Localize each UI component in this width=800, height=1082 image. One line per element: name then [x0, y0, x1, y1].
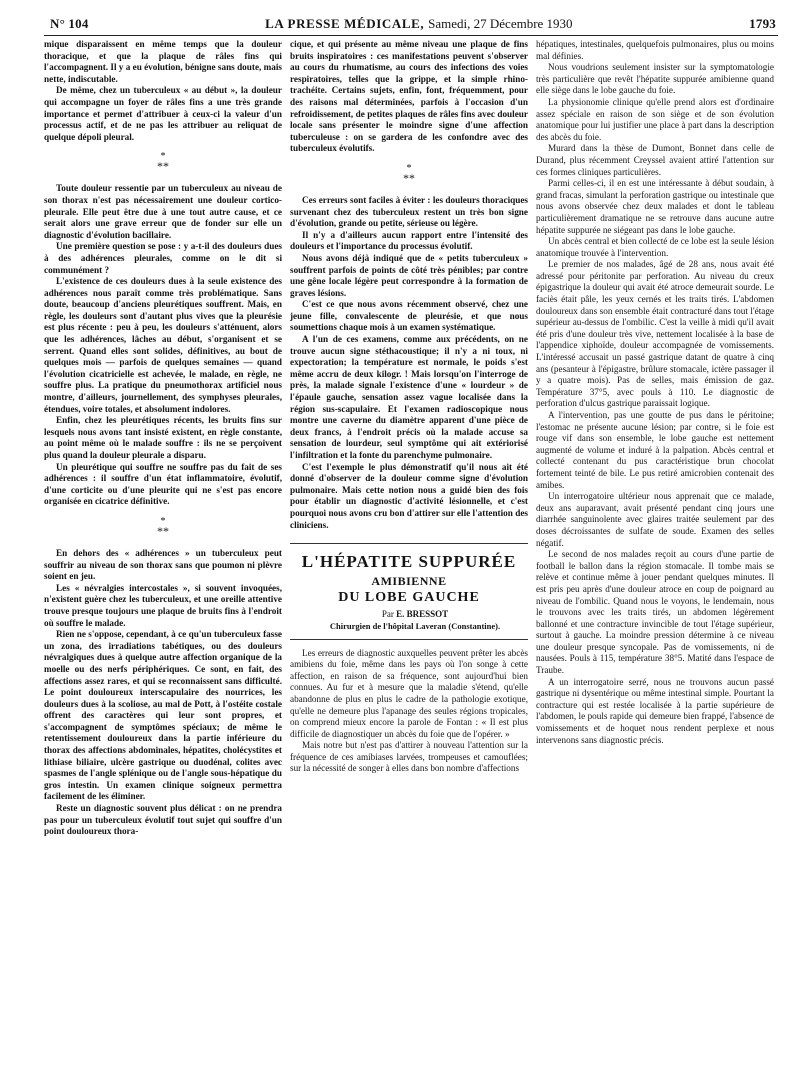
article-title: L'HÉPATITE SUPPURÉE	[301, 552, 517, 572]
paragraph: De même, chez un tuberculeux « au début », la douleur qui accompagne un foyer de râles fins a une très grande importance et permet d'attribuer à ceux-ci la valeur d'un processus actif, et de ne pas les attribuer au reliquat de quelque dépoli pleural.	[44, 85, 282, 142]
issue-date: Samedi, 27 Décembre 1930	[428, 16, 573, 31]
paragraph: Nous avons déjà indiqué que de « petits tuberculeux » souffrent parfois de points de côté très pénibles; par contre une gêne locale légère peut correspondre à la formation de graves lésions.	[290, 252, 528, 298]
paragraph: Nous voudrions seulement insister sur la symptomatologie très particulière que revêt l'hépatite suppurée amibienne quand elle siège dans le lobe gauche du foie.	[536, 62, 774, 96]
paragraph: hépatiques, intestinales, quelquefois pulmonaires, plus ou moins mal définies.	[536, 39, 774, 61]
paragraph: A un interrogatoire serré, nous ne trouvons aucun passé gastrique ni dysentérique ou même intestinal simple. Pourtant la contracture qui est restée localisée à la partie supérieure de l'abdomen, le pouls rapide qui demeure bien frappé, l'absence de vomissements et de hoquet nous rendent perplexe et nous intervenons sans diagnostic précis.	[536, 676, 774, 745]
article-heading	[290, 543, 528, 639]
paragraph: A l'intervention, pas une goutte de pus dans le péritoine; l'estomac ne présente aucune lésion; par contre, si le foie est rouge vif dans son ensemble, le lobe gauche est nettement augmenté de volume et induré à la palpation. Abcès central et collecté contenant du pus caractéristique brun chocolat fortement teinté de bile. Le pus retiré amicrobien contenait des amibes.	[536, 410, 774, 490]
paragraph: Les erreurs de diagnostic auxquelles peuvent prêter les abcès amibiens du foie, même dans les pays où l'on songe à cette affection, en raison de sa fréquence, sont aujourd'hui bien connues. Au fur et à mesure que la maladie s'étend, qu'elle abandonne de plus en plus le cadre de la pathologie exotique, qu'elle ne demeure plus l'apanage des seules régions tropicales, on comprend mieux encore la parole de Fontan : « Il est plus difficile de diagnostiquer un abcès du foie que de l'opérer. »	[290, 647, 528, 739]
column-right	[536, 39, 774, 838]
columns	[44, 39, 778, 838]
paragraph: Enfin, chez les pleurétiques récents, les bruits fins sur lesquels nous avons tant insisté existent, en règle constante, au point même où le malade souffre : ils ne se perçoivent plus quand la douleur pleurale a disparu.	[44, 415, 282, 460]
author-name: E. BRESSOT	[396, 609, 449, 620]
paragraph: cique, et qui présente au même niveau une plaque de fins bruits inspiratoires : ces manifestations peuvent s'observer au cours du rhumatisme, au cours des infections des voies respiratoires, telles que la grippe, et la simple rhino-trachéite. Certains sujets, enfin, font, fréquemment, pour des raisons mal déterminées, parfois à l'occasion d'un refroidissement, de petites plaques de râles fins avec douleur locale sans présenter le moindre signe d'une affection tuberculeuse : on se gardera de les confondre avec des tuberculeux évolutifs.	[290, 39, 528, 154]
paragraph: Murard dans la thèse de Dumont, Bonnet dans celle de Durand, plus récemment Creyssel avaient attiré l'attention sur ces formes cliniques particulières.	[536, 143, 774, 177]
paragraph: La physionomie clinique qu'elle prend alors est d'ordinaire assez spéciale en raison de son siège et de son évolution anatomique pour lui justifier une place à part dans la description des abcès du foie.	[536, 96, 774, 142]
author-prefix: Par	[381, 609, 394, 620]
section-separator: * **	[157, 515, 169, 538]
paragraph: Il n'y a d'ailleurs aucun rapport entre l'intensité des douleurs et l'importance du processus évolutif.	[290, 229, 528, 252]
column-middle	[290, 39, 528, 838]
article-author	[290, 609, 528, 621]
column-left	[44, 39, 282, 838]
author-affiliation: Chirurgien de l'hôpital Laveran (Constantine).	[329, 620, 501, 631]
paragraph: Un pleurétique qui souffre ne souffre pas du fait de ses adhérences : il souffre d'un état inflammatoire, évolutif, d'une corticite ou d'une pleurite qui ne s'est pas encore organisée en cicatrice définitive.	[44, 461, 282, 507]
paragraph: C'est l'exemple le plus démonstratif qu'il nous ait été donné d'observer de la douleur comme signe d'évolution pulmonaire. Mais cette notion nous a guidé bien des fois pour établir un diagnostic d'activité lésionnelle, et c'est pourquoi nous avons cru bon d'attirer sur elle l'attention des cliniciens.	[290, 461, 528, 530]
paragraph: C'est ce que nous avons récemment observé, chez une jeune fille, convalescente de pleurésie, et que nous soumettions chaque mois à un examen systématique.	[290, 299, 528, 333]
paragraph: Les « névralgies intercostales », si souvent invoquées, n'existent guère chez les tuberculeux, et une oreille attentive trouve presque toujours une plaque de bruits fins à l'endroit où souffre le malade.	[44, 582, 282, 628]
paragraph: Parmi celles-ci, il en est une intéressante à début soudain, à grand fracas, simulant la perforation gastrique ou intestinale que nous avons observée chez deux malades et dont le tableau particulièrement dramatique ne se retrouve dans aucune autre hépatite suppurée ne siégeant pas dans le lobe gauche.	[536, 178, 774, 235]
paragraph: A l'un de ces examens, comme aux précédents, on ne trouve aucun signe stéthacoustique; il n'y a ni toux, ni expectoration; la température est normale, le poids s'est même accru de deux kilogr. ! Mais lorsqu'on l'interroge de près, la malade signale l'existence d'une « lourdeur » de l'épaule gauche, sensation assez vague localisée dans la région sus-scapulaire. Et l'examen radioscopique nous montre une caverne du diamètre apparent d'une pièce de deux francs, à l'endroit précis où la malade accuse sa sensation de lourdeur, seul symptôme qui ait extériorisé l'infiltration et la fonte du parenchyme pulmonaire.	[290, 334, 528, 460]
paragraph: Ces erreurs sont faciles à éviter : les douleurs thoraciques survenant chez des tuberculeux restent un très bon signe d'évolution, grande ou petite, sérieuse ou légère.	[290, 194, 528, 229]
paragraph: Un abcès central et bien collecté de ce lobe est la seule lésion anatomique trouvée à l'intervention.	[536, 236, 774, 258]
paragraph: Le premier de nos malades, âgé de 28 ans, nous avait été adressé pour péritonite par perforation. Au niveau du creux épigastrique la douleur qui avait été atroce demeurait sourde. Le faciès était pâle, les yeux cernés et les traits tirés. L'abdomen douloureux dans son ensemble était contracturé dans tout l'étage supérieur au-dessus de l'ombilic. C'est la veille à midi qu'il avait été pris d'une douleur très vive, nettement localisée à la base de l'appendice xiphoïde, douleur accompagnée de vomissements. L'intéressé accusait un passé gastrique datant de quatre à cinq ans (pesanteur à l'épigastre, brûlure stomacale, ictère passager il y a quatre mois). Pas de selles, mais émission de gaz. Température 37°5, avec pouls à 110. Le diagnostic de perforation d'ulcus gastrique paraissait logique.	[536, 259, 774, 409]
page-number: 1793	[749, 16, 776, 31]
paragraph: Rien ne s'oppose, cependant, à ce qu'un tuberculeux fasse un zona, des irradiations tabétiques, ou des douleurs névralgiques dues à quelque autre affection organique de la moelle ou des nerfs périphériques. Ce sont, en fait, des affections assez rares, et qui se reconnaissent sans difficulté. Le point douloureux interscapulaire des nourrices, les douleurs dues à la scoliose, au mal de Pott, à l'ostéite costale offrent des caractères qui leur sont propres, et s'accompagnent de symptômes spéciaux; de même le retentissement douloureux dans la partie inférieure du thorax des affections abdominales, hépatites, cholécystites et lithiase biliaire, ulcère gastrique ou duodénal, colites avec spasmes de l'angle splénique ou de l'angle sous-hépatique du gros intestin. Un examen clinique soigneux permettra facilement de les éliminer.	[44, 629, 282, 802]
paragraph: L'existence de ces douleurs dues à la seule existence des adhérences nous paraît comme très problématique. Sans doute, beaucoup d'anciens pleurétiques souffrent. Mais, en règle, les douleurs sont d'autant plus vives que la pleurésie est plus récente : peu à peu, les douleurs s'atténuent, alors que les adhérences, lâches au début, s'organisent et se serrent. Quand elles sont solides, définitives, au bout de quelques mois — parfois de quelques semaines — quand l'évolution cicatricielle est achevée, le malade, en règle, ne souffre plus. La pratique du pneumothorax artificiel nous montre, d'ailleurs, journellement, des symphyses pleurales, étendues, voire totales, et absolument indolores.	[44, 276, 282, 414]
section-separator: * **	[157, 151, 169, 174]
article-subtitle: AMIBIENNE	[371, 574, 447, 589]
section-separator: * **	[403, 162, 415, 185]
paragraph: Reste un diagnostic souvent plus délicat : on ne prendra pas pour un tuberculeux évolutif tout sujet qui souffre d'un point douloureux thora-	[44, 803, 282, 837]
journal-title	[265, 16, 572, 32]
issue-number: N° 104	[50, 16, 89, 31]
page-header	[44, 16, 778, 36]
paragraph: Mais notre but n'est pas d'attirer à nouveau l'attention sur la fréquence de ces amibiases larvées, trompeuses et camouflées; sur la nécessité de songer à elles dans bon nombre d'affections	[290, 740, 528, 774]
paragraph: Toute douleur ressentie par un tuberculeux au niveau de son thorax n'est pas nécessairement une douleur cortico-pleurale. Elle peut être due à une tout autre cause, et ce serait alors une grave erreur que de fonder sur elle un diagnostic d'évolution bacillaire.	[44, 183, 282, 240]
paragraph: Une première question se pose : y a-t-il des douleurs dues à des adhérences pleurales, comme on le dit si communément ?	[44, 241, 282, 275]
paragraph: En dehors des « adhérences » un tuberculeux peut souffrir au niveau de son thorax sans que poumon ni plèvre soient en jeu.	[44, 547, 282, 582]
article-title-line2: DU LOBE GAUCHE	[338, 589, 480, 605]
paragraph: Le second de nos malades reçoit au cours d'une partie de football le ballon dans la région stomacale. Il tombe mais se relève et continue même à jouer pendant quelques minutes. Il est pris peu après d'une douleur atroce en coup de poignard au niveau de l'ombilic. Quand nous le voyons, le lendemain, nous le trouvons avec les traits tirés, un abdomen légèrement ballonné et une contracture invincible de tout l'étage supérieur, surtout à gauche. La moindre pression détermine à ce niveau une douleur presque syncopale. Pas de vomissements, ni de nausées. Pouls à 115, température 38°5. Matité dans l'espace de Traube.	[536, 549, 774, 676]
paragraph: mique disparaissent en même temps que la douleur thoracique, et que la plaque de râles fins qui l'accompagnent. Il y a eu évolution, bénigne sans doute, mais nette, indiscutable.	[44, 39, 282, 84]
paragraph: Un interrogatoire ultérieur nous apprenait que ce malade, deux ans auparavant, avait présenté pendant cinq jours une diarrhée sanguinolente avec glaires traitée seulement par des doses décroissantes de sulfate de soude. Examen des selles négatif.	[536, 491, 774, 548]
journal-name: LA PRESSE MÉDICALE,	[265, 16, 425, 31]
